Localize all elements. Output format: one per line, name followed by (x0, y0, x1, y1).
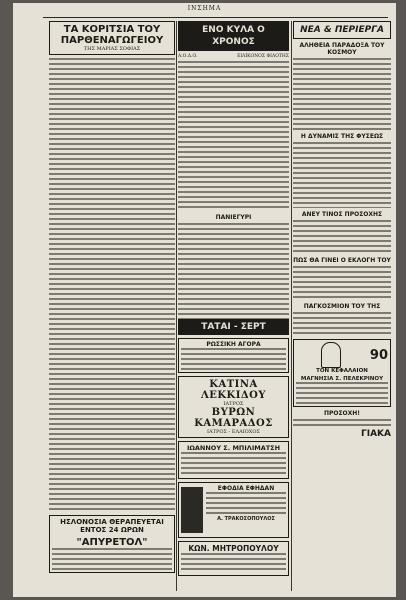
heading-3: ΑΝΕΥ ΤΙΝΟΣ ΠΡΟΣΟΧΗΣ (301, 211, 383, 218)
column-right (293, 21, 391, 593)
body-3 (293, 220, 391, 254)
advert-shop-body (181, 452, 286, 476)
advert-bottom-name: ΚΩΝ. ΜΗΤΡΟΠΟΥΛΟΥ (188, 544, 279, 553)
advert-headline: ΗΣΛΟΝΟΣΙΑ ΘΕΡΑΠΕΥΕΤΑΙ ΕΝΤΟΣ 24 ΩΡΩΝ (60, 518, 164, 534)
column-middle (178, 21, 289, 593)
heading-2: Η ΔΥΝΑΜΙΣ ΤΗΣ ΦΥΣΕΩΣ (300, 133, 384, 140)
article-body (49, 58, 175, 513)
article-headline-box (49, 21, 175, 55)
section-heading: ΠΑΝΙΕΓΥΡΙ (215, 214, 252, 221)
advert-remedy (49, 515, 175, 573)
advert-market-title: ΡΩΣΣΙΚΗ ΑΓΟΡΑ (206, 341, 261, 348)
advert-ephedra-title: ΕΦΟΔΙΑ ΕΦΗΔΑΝ (217, 485, 275, 492)
column-body-top (178, 61, 289, 211)
body-4 (293, 266, 391, 300)
top-rule (43, 17, 388, 18)
advert-banner (178, 319, 289, 335)
notice-body (293, 419, 391, 429)
advert-magnesia-body (296, 382, 388, 404)
column-left (49, 21, 175, 593)
doctor-name-1: ΚΑΤΙΝΑ ΛΕΚΚΙΔΟΥ (200, 379, 267, 401)
body-1 (293, 58, 391, 130)
advert-doctors (178, 376, 289, 438)
heading-5: ΠΑΓΚΟΣΜΙΟΝ ΤΟΥ ΤΗΣ (303, 303, 381, 310)
body-2 (293, 142, 391, 208)
column-rule-1 (176, 21, 177, 591)
tag-right: ΕΙΛΙΚΟΝΟΣ ΦΙΛΟΤΗΣ (237, 54, 289, 59)
article-byline: ΤΗΣ ΜΑΡΙΑΣ ΣΟΦΙΑΣ (83, 46, 141, 52)
advert-magnesia-text: ΤΟΝ ΚΕΦΑΛΑΙΟΝ (316, 368, 368, 374)
advert-shop (178, 441, 289, 479)
advert-ephedra-name: Α. ΤΡΑΚΟΣΟΠΟΥΛΟΣ (217, 516, 275, 522)
advert-ephedra (178, 482, 289, 538)
advert-magnesia (293, 339, 391, 407)
advert-ephedra-body (206, 492, 286, 516)
column-body-mid (178, 223, 289, 319)
notice-heading: ΠΡΟΣΟΧΗ! (323, 410, 361, 417)
advert-banner-text: ΤΑΤΑΙ - ΣΕΡΤ (201, 322, 266, 332)
masthead-box (178, 21, 289, 51)
doctor-name-2: ΒΥΡΩΝ ΚΑΜΑΡΑΔΟΣ (194, 407, 273, 429)
advert-magnesia-brand: ΜΑΓΝΗΣΙΑ Σ. ΠΕΛΕΚΡΙΝΟΥ (300, 376, 384, 382)
masthead-box-right (293, 21, 391, 39)
advert-market (178, 338, 289, 373)
doctor-role-2: ΙΑΤΡΟΣ - ΕΛΑΙΟΧΟΣ (207, 429, 260, 435)
tag-left: Α.Ο.Δ.Ο. (178, 54, 198, 59)
heading-4: ΠΩΣ ΘΑ ΓΙΝΕΙ Ο ΕΚΛΟΓΗ ΤΟΥ (293, 257, 391, 264)
advert-product: "ΑΠΥΡΕΤΟΛ" (76, 537, 148, 548)
footer-signature: ΓΙΑΚΑ (361, 429, 391, 439)
masthead-right-title: ΝΕΑ & ΠΕΡΙΕΡΓΑ (300, 25, 384, 35)
advert-shop-name: ΙΩΑΝΝΟΥ Σ. ΜΠΙΛΙΜΑΤΣΗ (186, 444, 281, 452)
advert-price: 90 (369, 347, 388, 363)
advert-bottom (178, 541, 289, 576)
newspaper-page (13, 3, 396, 597)
article-headline: ΤΑ ΚΟΡΙΤΣΙΑ ΤΟΥ ΠΑΡΘΕΝΑΓΩΓΕΙΟΥ (60, 24, 164, 46)
advert-market-body (181, 348, 286, 370)
masthead-title: ΕΝΟ ΚΥΛΑ Ο ΧΡΟΝΟΣ (202, 25, 265, 47)
masthead-tags (178, 54, 289, 59)
doctor-role-1: ΙΑΤΡΟΣ (223, 401, 244, 407)
column-rule-2 (291, 21, 292, 591)
ornament-left-icon (321, 342, 341, 368)
advert-body (52, 548, 172, 570)
running-head: ΙΝΣΗΜΑ (187, 5, 222, 12)
product-image (181, 487, 203, 533)
body-5 (293, 312, 391, 336)
advert-bottom-body (181, 553, 286, 573)
heading-1: ΑΛΗΘΕΙΑ ΠΑΡΑΔΟΞΑ ΤΟΥ ΚΟΣΜΟΥ (299, 42, 385, 56)
